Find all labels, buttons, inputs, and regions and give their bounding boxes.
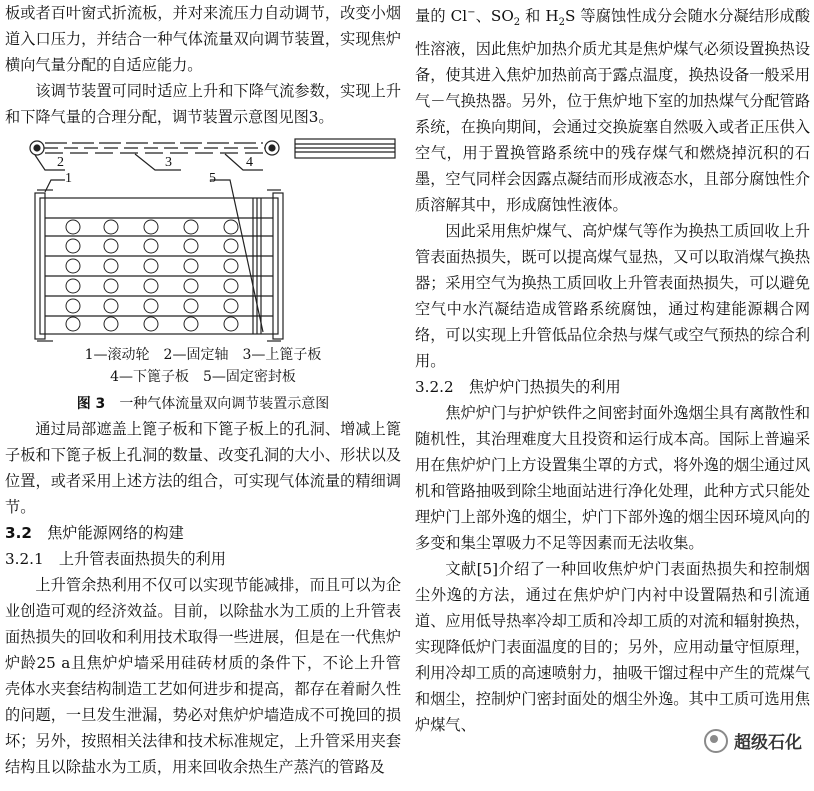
grate-hole — [144, 317, 158, 331]
grate-hole — [224, 259, 238, 273]
paragraph-reference: 文献[5]介绍了一种回收焦炉炉门表面热损失和控制烟尘外逸的方法，通过在焦炉炉门内衬中设置隔热和引流通道、应用低导热率冷却工质和冷却工质的对流和辐射换热，实现降低炉门表面温度的目的；另外，应用动量守恒原理，利用冷却工质的高速喷射力，抽吸干馏过程中产生的荒煤气和烟尘，控制炉门密封面处的烟尘外逸。其中工质可选用焦炉煤气、 — [415, 560, 810, 735]
section-heading-3-2 — [5, 520, 401, 546]
figure-3 — [5, 130, 401, 388]
watermark — [702, 728, 804, 753]
grate-hole — [144, 259, 158, 273]
section-number: 3.2 — [5, 524, 32, 542]
grate-hole — [104, 220, 118, 234]
caption-number: 图 3 — [76, 396, 106, 412]
grate-hole — [104, 317, 118, 331]
grate-hole — [224, 220, 238, 234]
callout-5: 5 — [209, 171, 216, 186]
grate-hole — [66, 317, 80, 331]
grate-hole — [144, 299, 158, 313]
figure-caption — [5, 392, 401, 416]
grate-hole — [144, 279, 158, 293]
paragraph-riser-heat: 上升管余热利用不仅可以实现节能减排，而且可以为企业创造可观的经济效益。目前，以除盐水为工质的上升管表面热损失的回收和利用技术取得一些进展，但是在一代焦炉炉龄25 a且焦炉炉墙采用硅砖材质的条件下，不论上升管壳体水夹套结构制造工艺如何进步和提高，都存在着耐久性的问题，一旦发生泄漏，势必对焦炉炉墙造成不可挽回的损坏；另外，按照相关法律和技术标准规定，上升管采用夹套结构且以除盐水为工质，用来回收余热生产蒸汽的管路及 — [5, 576, 401, 776]
grate-hole — [104, 279, 118, 293]
grate-hole — [184, 299, 198, 313]
right-column — [415, 0, 810, 738]
callout-1: 1 — [65, 171, 72, 186]
grate-hole — [224, 299, 238, 313]
grate-hole — [104, 299, 118, 313]
left-column — [5, 0, 401, 780]
grate-hole — [66, 259, 80, 273]
grate-hole — [224, 279, 238, 293]
grate-hole — [184, 239, 198, 253]
grate-hole — [104, 259, 118, 273]
grate-hole — [184, 317, 198, 331]
grate-hole — [144, 239, 158, 253]
grate-hole — [224, 317, 238, 331]
legend-line-2: 4—下篦子板 5—固定密封板 — [110, 369, 296, 385]
wechat-channel-icon — [704, 729, 728, 753]
grate-hole — [184, 220, 198, 234]
grate-hole — [66, 220, 80, 234]
grate-hole — [66, 299, 80, 313]
caption-text: 一种气体流量双向调节装置示意图 — [119, 396, 330, 412]
callout-4: 4 — [246, 155, 253, 170]
paragraph-reason: 因此采用焦炉煤气、高炉煤气等作为换热工质回收上升管表面热损失，既可以提高煤气显热，又可以取消煤气换热器；采用空气为换热工质回收上升管表面热损失，可以避免空气中水汽凝结造成管路系统腐蚀，通过构建能源耦合网络，可以实现上升管低品位余热与煤气或空气预热的综合利用。 — [415, 222, 810, 371]
callout-3: 3 — [165, 155, 172, 170]
paragraph-adjust: 通过局部遮盖上篦子板和下篦子板上的孔洞、增减上篦子板和下篦子板上孔洞的数量、改变孔洞的大小、形状以及位置，或者采用上述方法的组合，可实现气体流量的精细调节。 — [5, 420, 401, 516]
paragraph-top-left: 板或者百叶窗式折流板，并对来流压力自动调节，改变小烟道入口压力，并结合一种气体流量双向调节装置，实现焦炉横向气量分配的自适应能力。 — [5, 4, 401, 74]
grate-hole — [104, 239, 118, 253]
grate-hole — [66, 279, 80, 293]
subsection-heading-3-2-2: 3.2.2 焦炉炉门热损失的利用 — [415, 378, 621, 397]
grate-hole — [144, 220, 158, 234]
legend-line-1: 1—滚动轮 2—固定轴 3—上篦子板 — [84, 347, 322, 363]
paragraph-top-right: 量的 Cl−、$SO_2$ 和 $H_2S$ 等腐蚀性成分会随水分凝结形成酸性溶液，因此焦炉加热介质尤其是焦炉煤气必须设置换热设备，使其进入焦炉加热前高于露点温度，换热设备一般采用气－气换热器。另外，位于焦炉地下室的加热煤气分配管路系统，在换向期间，会通过交换旋塞自然吸入或者正压供入空气，用于置换管路系统中的残存煤气和燃烧掉沉积的石墨，空气同样会因露点凝结而形成液态水，且部分腐蚀性介质溶解其中，形成腐蚀性液体。 — [415, 7, 811, 215]
grate-hole — [184, 279, 198, 293]
watermark-text: 超级石化 — [734, 733, 802, 753]
paragraph-device: 该调节装置可同时适应上升和下降气流参数，实现上升和下降气量的合理分配，调节装置示意图见图3。 — [5, 82, 401, 126]
section-title: 焦炉能源网络的构建 — [47, 524, 184, 542]
grate-hole — [184, 259, 198, 273]
grate-hole — [224, 239, 238, 253]
grate-hole — [66, 239, 80, 253]
subsection-heading-3-2-1: 3.2.1 上升管表面热损失的利用 — [5, 550, 226, 568]
callout-2: 2 — [57, 155, 64, 170]
paragraph-door: 焦炉炉门与护炉铁件之间密封面外逸烟尘具有离散性和随机性，其治理难度大且投资和运行成本高。国际上普遍采用在焦炉炉门上方设置集尘罩的方式，将外逸的烟尘通过风机和管路抽吸到除尘地面站进行净化处理，此种方式只能处理炉门上部外逸的烟尘，炉门下部外逸的烟尘因环境风向的多变和集尘罩吸力不足等因素而无法收集。 — [415, 404, 810, 553]
